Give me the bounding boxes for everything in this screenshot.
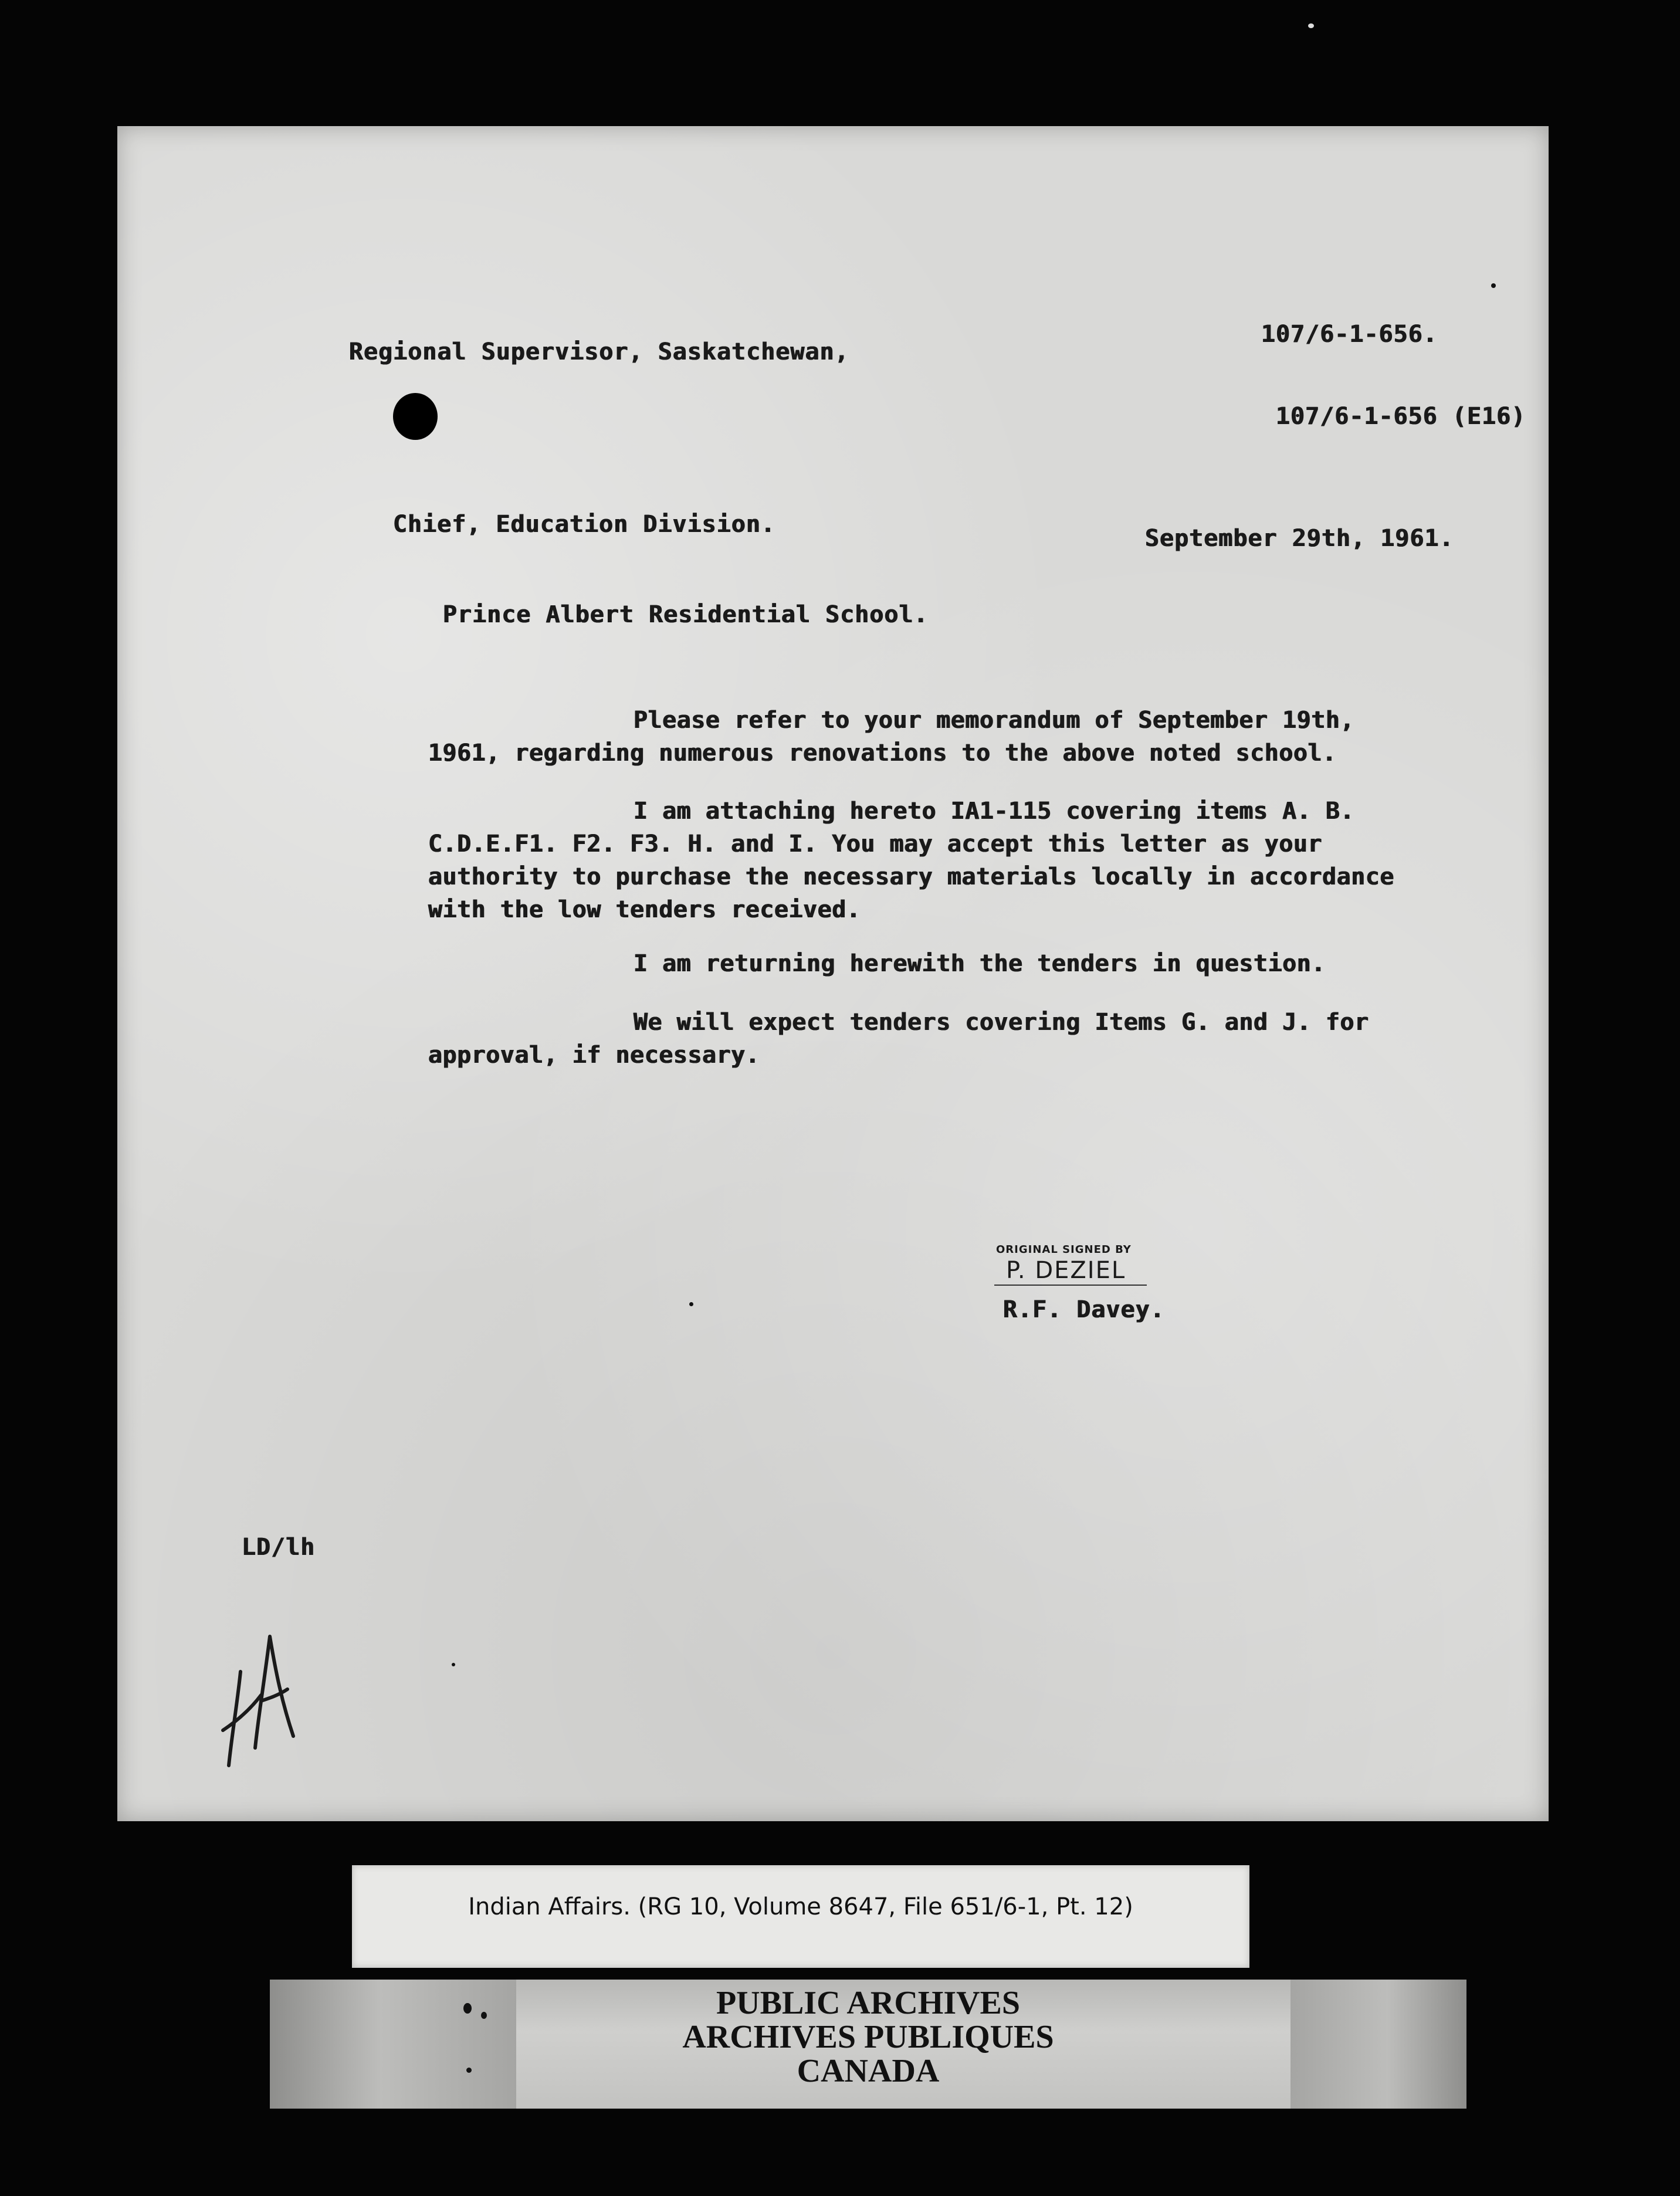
- banner-line-country: CANADA: [797, 2053, 940, 2089]
- body-paragraph-3: [428, 947, 1437, 980]
- banner-speck: [481, 2012, 487, 2019]
- typist-initials: LD/lh: [242, 1534, 316, 1561]
- file-reference: 107/6-1-656.: [1261, 321, 1438, 348]
- handwritten-initials-icon: [205, 1601, 311, 1777]
- subject-line: Prince Albert Residential School.: [443, 601, 929, 628]
- banner-line-french: ARCHIVES PUBLIQUES: [682, 2019, 1054, 2055]
- paragraph-line: approval, if necessary.: [428, 1042, 760, 1069]
- scan-speck: [689, 1302, 693, 1306]
- paragraph-line: We will expect tenders covering Items G. and J. for: [634, 1009, 1369, 1036]
- paragraph-line: C.D.E.F1. F2. F3. H. and I. You may accept this letter as your: [428, 831, 1323, 858]
- public-archives-banner: [270, 1980, 1466, 2109]
- punch-hole: [393, 393, 438, 440]
- letter-page: [117, 126, 1549, 1821]
- archival-reference-label: [352, 1865, 1249, 1968]
- paragraph-line: 1961, regarding numerous renovations to the above noted school.: [428, 740, 1337, 767]
- signature-stamp-label: ORIGINAL SIGNED BY: [996, 1243, 1132, 1256]
- scan-speck: [1491, 283, 1496, 288]
- paragraph-line: I am returning herewith the tenders in question.: [634, 950, 1326, 977]
- banner-line-english: PUBLIC ARCHIVES: [716, 1985, 1021, 2021]
- sender: Chief, Education Division.: [393, 511, 776, 538]
- file-reference-secondary: 107/6-1-656 (E16): [1276, 403, 1526, 430]
- letter-date: September 29th, 1961.: [1145, 525, 1454, 552]
- archival-reference-text: Indian Affairs. (RG 10, Volume 8647, File 651/6-1, Pt. 12): [468, 1893, 1133, 1920]
- paragraph-line: authority to purchase the necessary materials locally in accordance: [428, 863, 1394, 890]
- film-speck: [1308, 23, 1314, 28]
- banner-speck: [463, 2003, 472, 2014]
- signature-stamp-name: P. DEZIEL: [1006, 1257, 1126, 1284]
- body-paragraph-2: [428, 795, 1437, 926]
- typed-signatory: R.F. Davey.: [1003, 1296, 1165, 1323]
- paragraph-line: I am attaching hereto IA1-115 covering items A. B.: [634, 798, 1355, 825]
- paragraph-line: Please refer to your memorandum of September 19th,: [634, 707, 1355, 734]
- stamp-underline: [994, 1285, 1147, 1286]
- addressee: Regional Supervisor, Saskatchewan,: [349, 338, 849, 365]
- paragraph-line: with the low tenders received.: [428, 896, 861, 923]
- scan-speck: [452, 1663, 455, 1666]
- body-paragraph-4: [428, 1006, 1437, 1072]
- body-paragraph-1: [428, 704, 1437, 770]
- banner-speck: [466, 2068, 472, 2073]
